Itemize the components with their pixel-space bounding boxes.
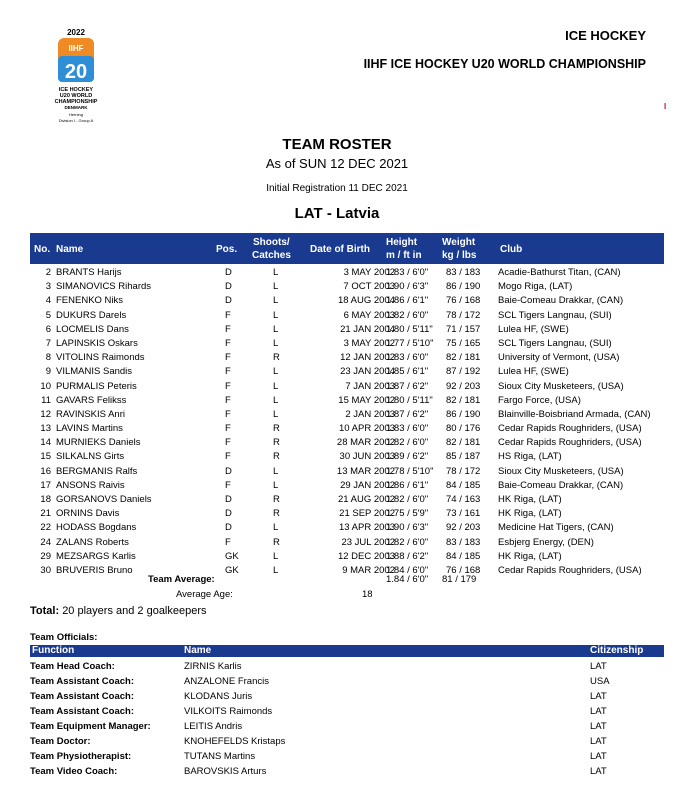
cell-wt: 86 / 190 — [446, 408, 481, 420]
table-row — [30, 294, 664, 308]
team-officials-label: Team Officials: — [30, 632, 98, 643]
total-text: 20 players and 2 goalkeepers — [62, 605, 207, 617]
cell-ht: 1.82 / 6'0" — [386, 309, 429, 321]
cell-dob: 21 AUG 2002 — [337, 494, 395, 505]
table-row — [30, 450, 664, 464]
cell-pos: F — [225, 337, 231, 349]
cell-dob: 13 APR 2003 — [339, 522, 395, 534]
cell-name: VILMANIS Sandis — [56, 366, 133, 378]
cell-pos: F — [225, 380, 231, 392]
official-citizenship: LAT — [590, 736, 607, 747]
table-row — [30, 536, 664, 550]
cell-ht: 1.88 / 6'2" — [386, 550, 429, 562]
cell-ht: 1.86 / 6'1" — [386, 479, 429, 491]
cell-dob: 18 AUG 2004 — [337, 295, 395, 307]
initial-registration: Initial Registration 11 DEC 2021 — [266, 183, 408, 194]
cell-club: Sioux City Musketeers, (USA) — [498, 465, 624, 477]
cell-club: Medicine Hat Tigers, (CAN) — [498, 522, 614, 534]
cell-dob: 7 JAN 2003 — [345, 380, 395, 392]
cell-club: HS Riga, (LAT) — [498, 451, 562, 463]
official-name: VILKOITS Raimonds — [184, 706, 273, 717]
official-citizenship: LAT — [590, 721, 607, 732]
cell-wt: 83 / 183 — [446, 536, 481, 548]
cell-sh: L — [273, 281, 279, 293]
cell-name: RAVINSKIS Anri — [56, 408, 125, 420]
table-row — [30, 337, 664, 351]
cell-pos: F — [225, 437, 231, 449]
edge-fragment: I — [664, 102, 667, 111]
official-function: Team Video Coach: — [30, 766, 118, 777]
cell-club: Cedar Rapids Roughriders, (USA) — [498, 564, 642, 576]
official-name: ZIRNIS Karlis — [184, 661, 242, 672]
cell-ht: 1.80 / 5'11" — [386, 394, 433, 406]
sport-header: ICE HOCKEY — [565, 28, 646, 43]
cell-club: Fargo Force, (USA) — [498, 394, 581, 406]
cell-name: BRUVERIS Bruno — [56, 564, 133, 576]
table-row — [30, 408, 664, 422]
official-citizenship: USA — [590, 676, 610, 687]
average-age-label: Average Age: — [176, 589, 233, 600]
official-citizenship: LAT — [590, 706, 607, 717]
cell-name: LOCMELIS Dans — [56, 323, 129, 335]
cell-no: 5 — [45, 309, 51, 321]
cell-club: Lulea HF, (SWE) — [498, 366, 569, 378]
logo-line5: Herning — [68, 112, 84, 117]
table-row — [30, 280, 664, 294]
cell-no: 7 — [45, 337, 51, 349]
cell-pos: F — [225, 408, 231, 420]
official-row — [30, 660, 664, 675]
cell-ht: 1.75 / 5'9" — [386, 508, 429, 520]
cell-wt: 82 / 181 — [446, 394, 481, 406]
table-row — [30, 365, 664, 379]
cell-wt: 87 / 192 — [446, 366, 481, 378]
cell-ht: 1.78 / 5'10" — [386, 465, 434, 477]
cell-sh: R — [273, 352, 280, 364]
cell-club: Mogo Riga, (LAT) — [498, 281, 573, 293]
col-pos: Pos. — [216, 244, 238, 255]
table-row — [30, 521, 664, 535]
cell-dob: 28 MAR 2002 — [336, 437, 395, 449]
cell-dob: 10 APR 2003 — [339, 423, 395, 435]
cell-sh: R — [273, 423, 280, 435]
officials-table — [30, 660, 664, 780]
col-name: Name — [56, 244, 84, 255]
cell-no: 29 — [40, 550, 51, 562]
cell-wt: 82 / 181 — [446, 352, 481, 364]
cell-name: LAPINSKIS Oskars — [56, 337, 138, 349]
official-row — [30, 750, 664, 765]
official-name: BAROVSKIS Arturs — [184, 766, 267, 777]
roster-table — [30, 266, 664, 578]
cell-no: 17 — [40, 479, 51, 491]
official-name: ANZALONE Francis — [184, 676, 269, 687]
cell-sh: L — [273, 479, 279, 491]
cell-dob: 30 JUN 2003 — [339, 451, 395, 463]
table-row — [30, 436, 664, 450]
cell-pos: F — [225, 323, 231, 335]
logo-line6: Division I - Group A — [58, 118, 94, 123]
official-citizenship: LAT — [590, 766, 607, 777]
cell-dob: 3 MAY 2002 — [343, 267, 395, 278]
col-weight-2: kg / lbs — [442, 250, 477, 261]
cell-pos: D — [225, 508, 232, 520]
cell-wt: 78 / 172 — [446, 465, 481, 477]
cell-dob: 7 OCT 2003 — [343, 281, 395, 293]
cell-name: SILKALNS Girts — [56, 451, 125, 463]
official-name: TUTANS Martins — [184, 751, 256, 762]
cell-sh: L — [273, 465, 279, 477]
cell-ht: 1.86 / 6'1" — [386, 295, 429, 307]
cell-no: 9 — [45, 366, 51, 378]
cell-ht: 1.82 / 6'0" — [386, 437, 429, 449]
cell-name: SIMANOVICS Rihards — [56, 281, 152, 293]
cell-name: LAVINS Martins — [56, 423, 123, 435]
cell-no: 14 — [40, 437, 51, 449]
event-logo — [40, 26, 112, 126]
iihf-u20-logo-icon — [40, 26, 112, 126]
cell-wt: 84 / 185 — [446, 550, 481, 562]
total-summary — [30, 605, 207, 617]
table-row — [30, 380, 664, 394]
table-row — [30, 266, 664, 280]
official-citizenship: LAT — [590, 661, 607, 672]
cell-club: Esbjerg Energy, (DEN) — [498, 536, 594, 548]
logo-year: 2022 — [67, 28, 85, 37]
cell-sh: L — [273, 394, 279, 406]
cell-wt: 78 / 172 — [446, 309, 481, 321]
cell-pos: F — [225, 479, 231, 491]
cell-pos: D — [225, 281, 232, 293]
logo-line2: U20 WORLD — [59, 93, 93, 99]
cell-name: MEZSARGS Karlis — [56, 550, 136, 562]
cell-pos: D — [225, 522, 232, 534]
cell-dob: 9 MAR 2002 — [342, 564, 395, 576]
team-average-label: Team Average: — [148, 574, 215, 585]
cell-pos: F — [225, 352, 231, 364]
cell-ht: 1.87 / 6'2" — [386, 380, 429, 392]
cell-name: GORSANOVS Daniels — [56, 494, 152, 505]
cell-ht: 1.83 / 6'0" — [386, 423, 429, 435]
logo-brand: IIHF — [68, 44, 84, 53]
table-row — [30, 479, 664, 493]
team-average-weight: 81 / 179 — [442, 574, 477, 585]
cell-sh: L — [273, 408, 279, 420]
cell-name: BRANTS Harijs — [56, 267, 122, 278]
cell-club: HK Riga, (LAT) — [498, 494, 562, 505]
team-name: LAT - Latvia — [294, 205, 380, 222]
cell-ht: 1.87 / 6'2" — [386, 408, 429, 420]
cell-dob: 12 DEC 2003 — [337, 550, 395, 562]
cell-ht: 1.82 / 6'0" — [386, 536, 429, 548]
cell-name: HODASS Bogdans — [56, 522, 137, 534]
cell-ht: 1.84 / 6'0" — [386, 564, 429, 576]
official-name: KLODANS Juris — [184, 691, 253, 702]
table-row — [30, 507, 664, 521]
cell-pos: D — [225, 267, 232, 278]
official-function: Team Head Coach: — [30, 661, 115, 672]
col-shoots-2: Catches — [252, 250, 291, 261]
table-row — [30, 564, 664, 578]
cell-ht: 1.83 / 6'0" — [386, 352, 429, 364]
cell-wt: 80 / 176 — [446, 423, 481, 435]
cell-sh: R — [273, 508, 280, 520]
cell-wt: 74 / 163 — [446, 494, 481, 505]
cell-no: 12 — [40, 408, 51, 420]
cell-wt: 84 / 185 — [446, 479, 481, 491]
logo-line1: ICE HOCKEY — [58, 87, 94, 93]
cell-pos: D — [225, 295, 232, 307]
cell-wt: 85 / 187 — [446, 451, 481, 463]
cell-no: 30 — [40, 564, 51, 576]
cell-pos: D — [225, 494, 232, 505]
cell-sh: L — [273, 522, 279, 534]
official-row — [30, 675, 664, 690]
cell-name: PURMALIS Peteris — [56, 380, 137, 392]
cell-sh: L — [273, 380, 279, 392]
cell-no: 2 — [45, 267, 51, 278]
cell-pos: D — [225, 465, 232, 477]
official-function: Team Assistant Coach: — [30, 691, 134, 702]
cell-pos: F — [225, 451, 231, 463]
official-row — [30, 765, 664, 780]
cell-wt: 75 / 165 — [446, 337, 481, 349]
cell-no: 10 — [40, 380, 51, 392]
cell-sh: R — [273, 437, 280, 449]
cell-ht: 1.83 / 6'0" — [386, 267, 429, 278]
cell-wt: 83 / 183 — [446, 267, 481, 278]
table-row — [30, 323, 664, 337]
cell-sh: L — [273, 564, 279, 576]
cell-wt: 92 / 203 — [446, 380, 481, 392]
table-row — [30, 550, 664, 564]
page-title: TEAM ROSTER — [282, 136, 392, 153]
cell-no: 15 — [40, 451, 51, 463]
table-row — [30, 351, 664, 365]
cell-dob: 3 MAY 2002 — [343, 337, 395, 349]
official-row — [30, 705, 664, 720]
off-col-citizenship: Citizenship — [590, 645, 644, 656]
cell-club: HK Riga, (LAT) — [498, 508, 562, 520]
table-row — [30, 394, 664, 408]
cell-sh: R — [273, 536, 280, 548]
cell-pos: F — [225, 536, 231, 548]
cell-dob: 29 JAN 2002 — [340, 479, 395, 491]
cell-club: Lulea HF, (SWE) — [498, 323, 569, 335]
cell-dob: 23 JUL 2002 — [341, 536, 395, 548]
table-row — [30, 493, 664, 507]
cell-dob: 13 MAR 2002 — [336, 465, 395, 477]
cell-sh: R — [273, 451, 280, 463]
official-function: Team Physiotherapist: — [30, 751, 132, 762]
off-col-function: Function — [32, 645, 75, 656]
roster-header-bar — [30, 233, 664, 264]
cell-dob: 15 MAY 2002 — [338, 394, 395, 406]
cell-pos: F — [225, 366, 231, 378]
team-average-height: 1.84 / 6'0" — [386, 574, 429, 585]
table-row — [30, 309, 664, 323]
official-name: KNOHEFELDS Kristaps — [184, 736, 286, 747]
col-no: No. — [34, 244, 51, 255]
cell-club: SCL Tigers Langnau, (SUI) — [498, 309, 612, 321]
table-row — [30, 465, 664, 479]
cell-name: GAVARS Felikss — [56, 394, 127, 406]
cell-club: Cedar Rapids Roughriders, (USA) — [498, 437, 642, 449]
cell-ht: 1.89 / 6'2" — [386, 451, 429, 463]
logo-number: 20 — [64, 61, 88, 83]
cell-pos: GK — [225, 550, 239, 562]
cell-no: 22 — [40, 522, 51, 534]
cell-dob: 2 JAN 2003 — [345, 408, 395, 420]
cell-wt: 92 / 203 — [446, 522, 481, 534]
cell-dob: 21 JAN 2004 — [340, 323, 395, 335]
cell-club: Blainville-Boisbriand Armada, (CAN) — [498, 408, 651, 420]
official-function: Team Equipment Manager: — [30, 721, 151, 732]
cell-pos: F — [225, 394, 231, 406]
cell-name: DUKURS Darels — [56, 309, 127, 321]
cell-club: Baie-Comeau Drakkar, (CAN) — [498, 479, 624, 491]
col-dob: Date of Birth — [310, 244, 370, 255]
cell-pos: F — [225, 423, 231, 435]
table-row — [30, 422, 664, 436]
col-club: Club — [500, 244, 523, 255]
cell-sh: R — [273, 494, 280, 505]
average-age-value: 18 — [362, 589, 373, 600]
official-row — [30, 735, 664, 750]
cell-wt: 82 / 181 — [446, 437, 481, 449]
official-name: LEITIS Andris — [184, 721, 243, 732]
official-citizenship: LAT — [590, 691, 607, 702]
official-row — [30, 720, 664, 735]
cell-no: 3 — [45, 281, 51, 293]
cell-ht: 1.90 / 6'3" — [386, 522, 429, 534]
logo-line3: CHAMPIONSHIP — [54, 99, 98, 105]
official-function: Team Doctor: — [30, 736, 91, 747]
cell-club: University of Vermont, (USA) — [498, 352, 620, 364]
total-label: Total: — [30, 605, 60, 617]
cell-club: Baie-Comeau Drakkar, (CAN) — [498, 295, 624, 307]
cell-name: BERGMANIS Ralfs — [56, 465, 138, 477]
cell-pos: GK — [225, 564, 239, 576]
cell-club: Acadie-Bathurst Titan, (CAN) — [498, 267, 621, 278]
cell-wt: 76 / 168 — [446, 295, 481, 307]
cell-sh: L — [273, 309, 279, 321]
cell-wt: 73 / 161 — [446, 508, 481, 520]
cell-ht: 1.85 / 6'1" — [386, 366, 429, 378]
cell-name: FENENKO Niks — [56, 295, 124, 307]
off-col-name: Name — [184, 645, 212, 656]
officials-header-bar — [30, 645, 664, 657]
cell-ht: 1.90 / 6'3" — [386, 281, 429, 293]
cell-no: 21 — [40, 508, 51, 520]
cell-dob: 21 SEP 2002 — [339, 508, 395, 520]
cell-name: ORNINS Davis — [56, 508, 120, 520]
cell-sh: L — [273, 323, 279, 335]
cell-no: 18 — [40, 494, 51, 505]
cell-name: ANSONS Raivis — [56, 479, 125, 491]
cell-no: 6 — [45, 323, 51, 335]
cell-club: Sioux City Musketeers, (USA) — [498, 380, 624, 392]
cell-club: Cedar Rapids Roughriders, (USA) — [498, 423, 642, 435]
cell-no: 11 — [41, 394, 51, 406]
cell-ht: 1.77 / 5'10" — [386, 337, 434, 349]
cell-sh: L — [273, 550, 279, 562]
logo-line4: DENMARK — [64, 105, 88, 110]
cell-ht: 1.80 / 5'11" — [386, 323, 433, 335]
col-height-1: Height — [386, 237, 418, 248]
event-header: IIHF ICE HOCKEY U20 WORLD CHAMPIONSHIP — [363, 57, 646, 71]
cell-wt: 86 / 190 — [446, 281, 481, 293]
cell-club: HK Riga, (LAT) — [498, 550, 562, 562]
official-function: Team Assistant Coach: — [30, 676, 134, 687]
cell-sh: L — [273, 295, 279, 307]
cell-name: MURNIEKS Daniels — [56, 437, 141, 449]
as-of-date: As of SUN 12 DEC 2021 — [265, 156, 409, 171]
cell-no: 24 — [40, 536, 51, 548]
cell-name: ZALANS Roberts — [56, 536, 129, 548]
cell-sh: L — [273, 366, 279, 378]
cell-no: 4 — [45, 295, 51, 307]
cell-sh: L — [273, 267, 279, 278]
col-shoots-1: Shoots/ — [253, 237, 290, 248]
col-weight-1: Weight — [442, 237, 476, 248]
cell-no: 8 — [45, 352, 51, 364]
cell-wt: 76 / 168 — [446, 564, 481, 576]
cell-no: 16 — [40, 465, 51, 477]
official-function: Team Assistant Coach: — [30, 706, 134, 717]
cell-wt: 71 / 157 — [446, 323, 481, 335]
cell-dob: 6 MAY 2003 — [343, 309, 395, 321]
cell-dob: 12 JAN 2002 — [340, 352, 395, 364]
cell-pos: F — [225, 309, 231, 321]
cell-no: 13 — [40, 423, 51, 435]
cell-sh: L — [273, 337, 279, 349]
col-height-2: m / ft in — [386, 250, 422, 261]
official-row — [30, 690, 664, 705]
cell-club: SCL Tigers Langnau, (SUI) — [498, 337, 612, 349]
cell-ht: 1.82 / 6'0" — [386, 494, 429, 505]
official-citizenship: LAT — [590, 751, 607, 762]
cell-name: VITOLINS Raimonds — [56, 352, 145, 364]
cell-dob: 23 JAN 2004 — [340, 366, 395, 378]
